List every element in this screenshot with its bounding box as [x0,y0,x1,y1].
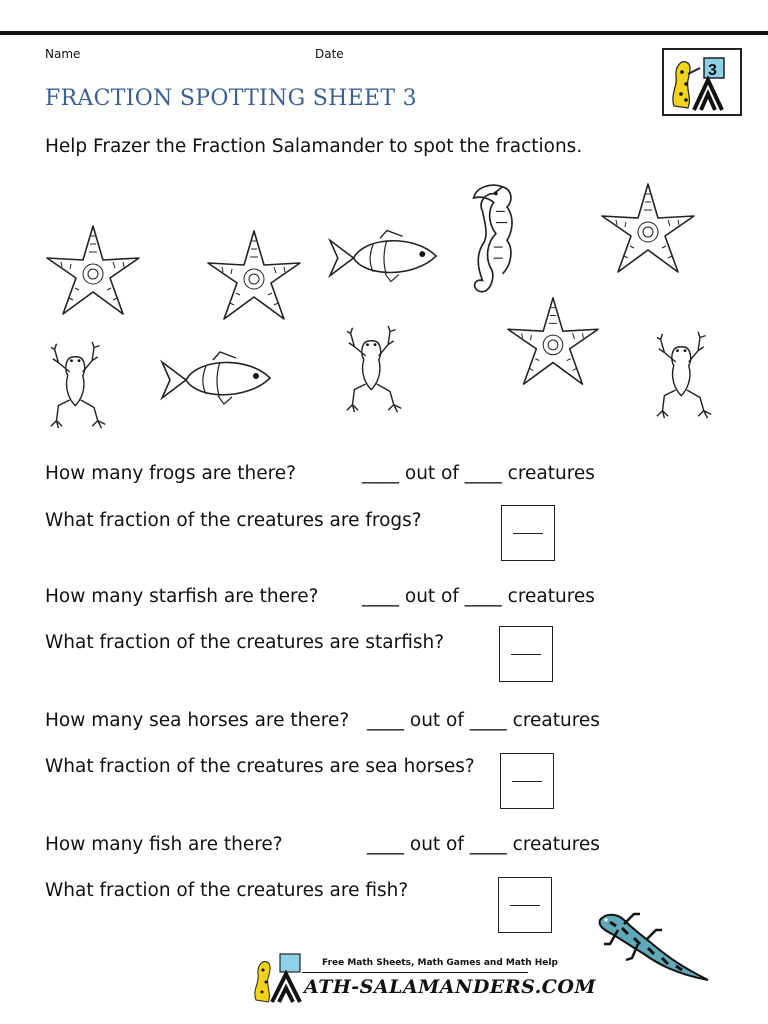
question-seahorses-count: How many sea horses are there? [45,710,350,731]
frog-illustration-3 [652,330,718,420]
math-salamanders-logo-icon [662,48,742,116]
answer-fish-count[interactable]: ____ out of ____ creatures [367,834,600,855]
question-frogs-count: How many frogs are there? [45,463,297,484]
fish-illustration-2 [158,348,274,410]
frog-illustration-2 [344,324,406,414]
question-fish-fraction: What fraction of the creatures are fish? [45,880,409,901]
frog-illustration-1 [45,340,113,430]
answer-starfish-count[interactable]: ____ out of ____ creatures [362,586,595,607]
answer-frogs-count[interactable]: ____ out of ____ creatures [362,463,595,484]
date-label: Date [315,47,344,61]
fraction-bar [511,654,541,655]
starfish-illustration-1 [43,222,143,318]
footer-divider [302,972,528,973]
question-starfish-fraction: What fraction of the creatures are starfish? [45,632,445,653]
badge-number: 3 [708,62,717,79]
fraction-bar [510,905,540,906]
intro-text: Help Frazer the Fraction Salamander to spot the fractions. [45,136,583,157]
fraction-answer-box-frogs[interactable] [501,505,555,561]
page-title: FRACTION SPOTTING SHEET 3 [45,86,417,111]
footer-logo-icon [250,952,304,1004]
fraction-answer-box-seahorses[interactable] [500,753,554,809]
question-starfish-count: How many starfish are there? [45,586,319,607]
fraction-answer-box-fish[interactable] [498,877,552,933]
question-fish-count: How many fish are there? [45,834,283,855]
salamander-mascot-icon [596,908,712,988]
answer-seahorses-count[interactable]: ____ out of ____ creatures [367,710,600,731]
name-label: Name [45,47,81,61]
fish-illustration-1 [326,228,440,286]
footer-tagline: Free Math Sheets, Math Games and Math Help [322,958,558,968]
fraction-bar [513,533,543,534]
question-frogs-fraction: What fraction of the creatures are frogs? [45,510,422,531]
question-seahorses-fraction: What fraction of the creatures are sea horses? [45,756,475,777]
fraction-answer-box-starfish[interactable] [499,626,553,682]
starfish-illustration-4 [504,292,602,390]
seahorse-illustration [468,178,526,296]
starfish-illustration-2 [204,225,304,325]
fraction-bar [512,781,542,782]
starfish-illustration-3 [598,178,698,278]
top-rule [0,31,768,35]
footer-site-name[interactable]: ATH-SALAMANDERS.COM [304,976,596,998]
